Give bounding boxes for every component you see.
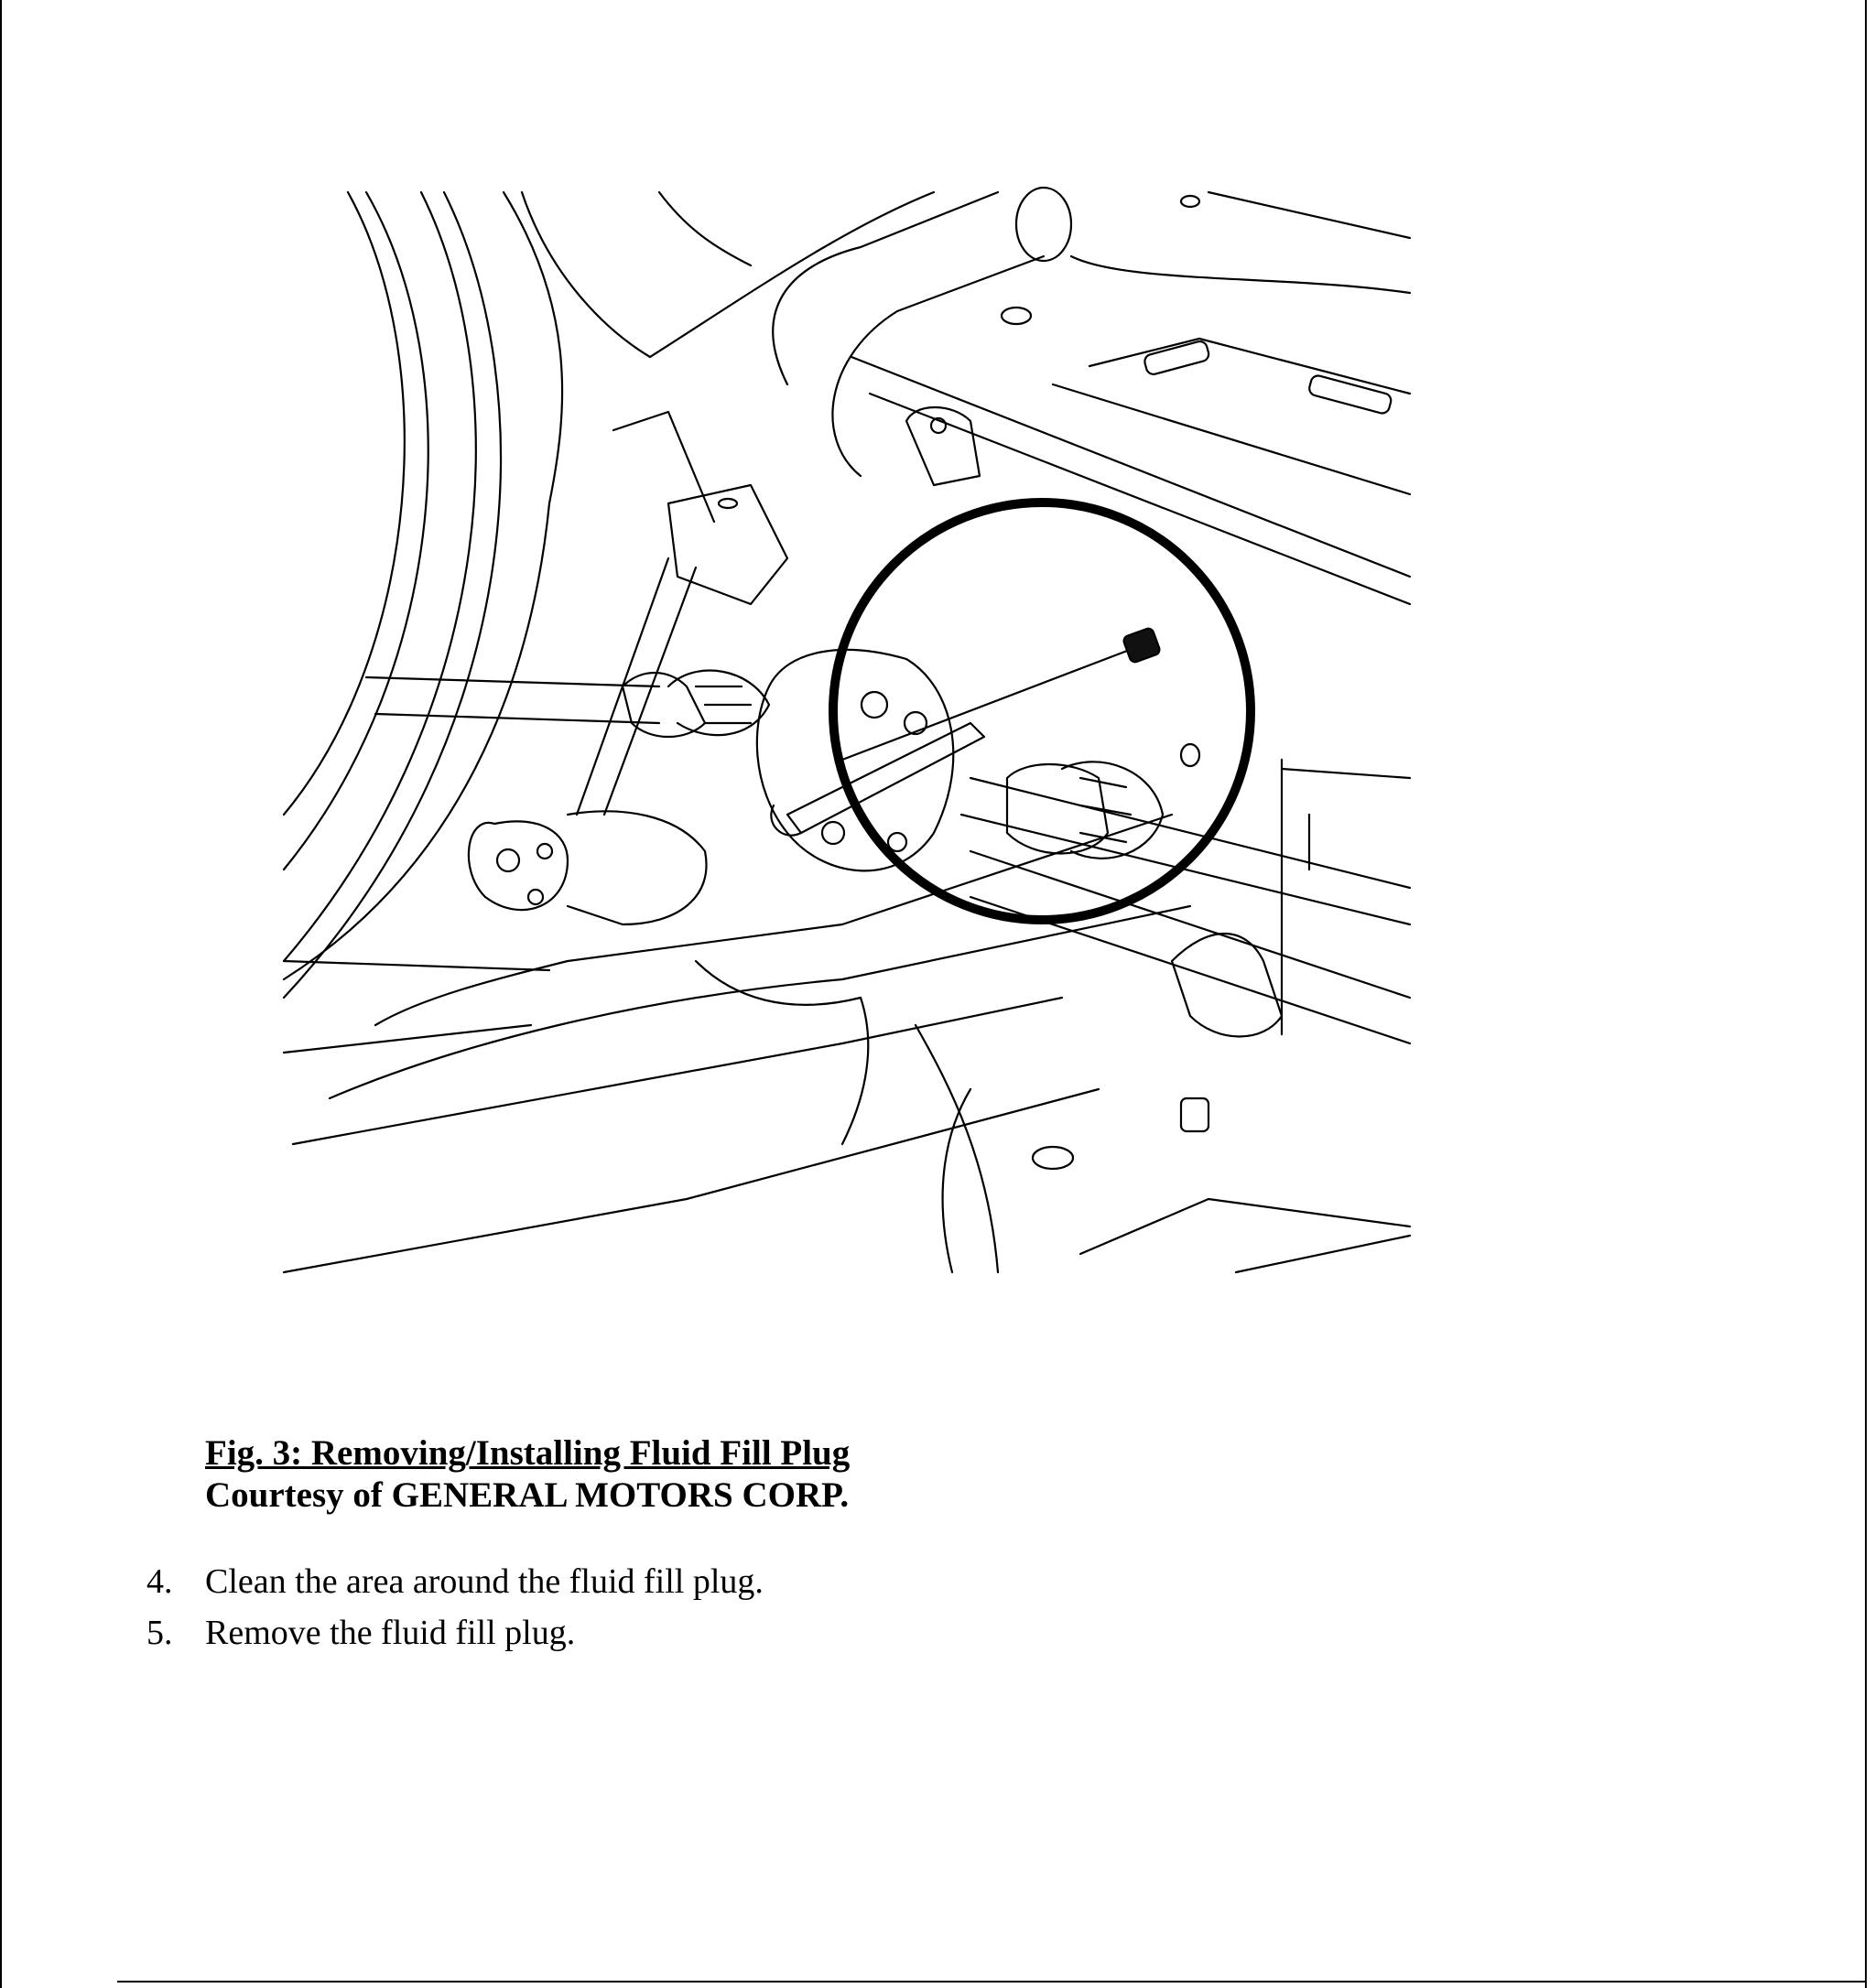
rear-drive-module-illustration: [275, 174, 1437, 1291]
step-number: 4.: [146, 1562, 173, 1601]
procedure-steps: [146, 1556, 764, 1658]
footer-rule: [117, 1981, 1866, 1983]
figure-courtesy: Courtesy of GENERAL MOTORS CORP.: [205, 1475, 850, 1515]
step-text: Clean the area around the fluid fill plug.: [205, 1562, 764, 1601]
page-border-right: [1865, 0, 1867, 1988]
differential-housing: [757, 650, 953, 870]
page-border-left: [0, 0, 2, 1988]
list-item: [146, 1556, 764, 1607]
step-number: 5.: [146, 1614, 173, 1652]
fill-plug: [1122, 627, 1161, 664]
figure-caption: [205, 1432, 850, 1517]
list-item: [146, 1607, 764, 1658]
cross-tube: [773, 192, 998, 384]
figure-illustration: [275, 174, 1437, 1291]
figure-title: Fig. 3: Removing/Installing Fluid Fill Plug: [205, 1433, 851, 1473]
wrench-tool: [787, 723, 984, 833]
step-text: Remove the fluid fill plug.: [205, 1614, 576, 1652]
fill-plug-leader: [842, 641, 1154, 760]
tire-outline: [284, 192, 405, 815]
